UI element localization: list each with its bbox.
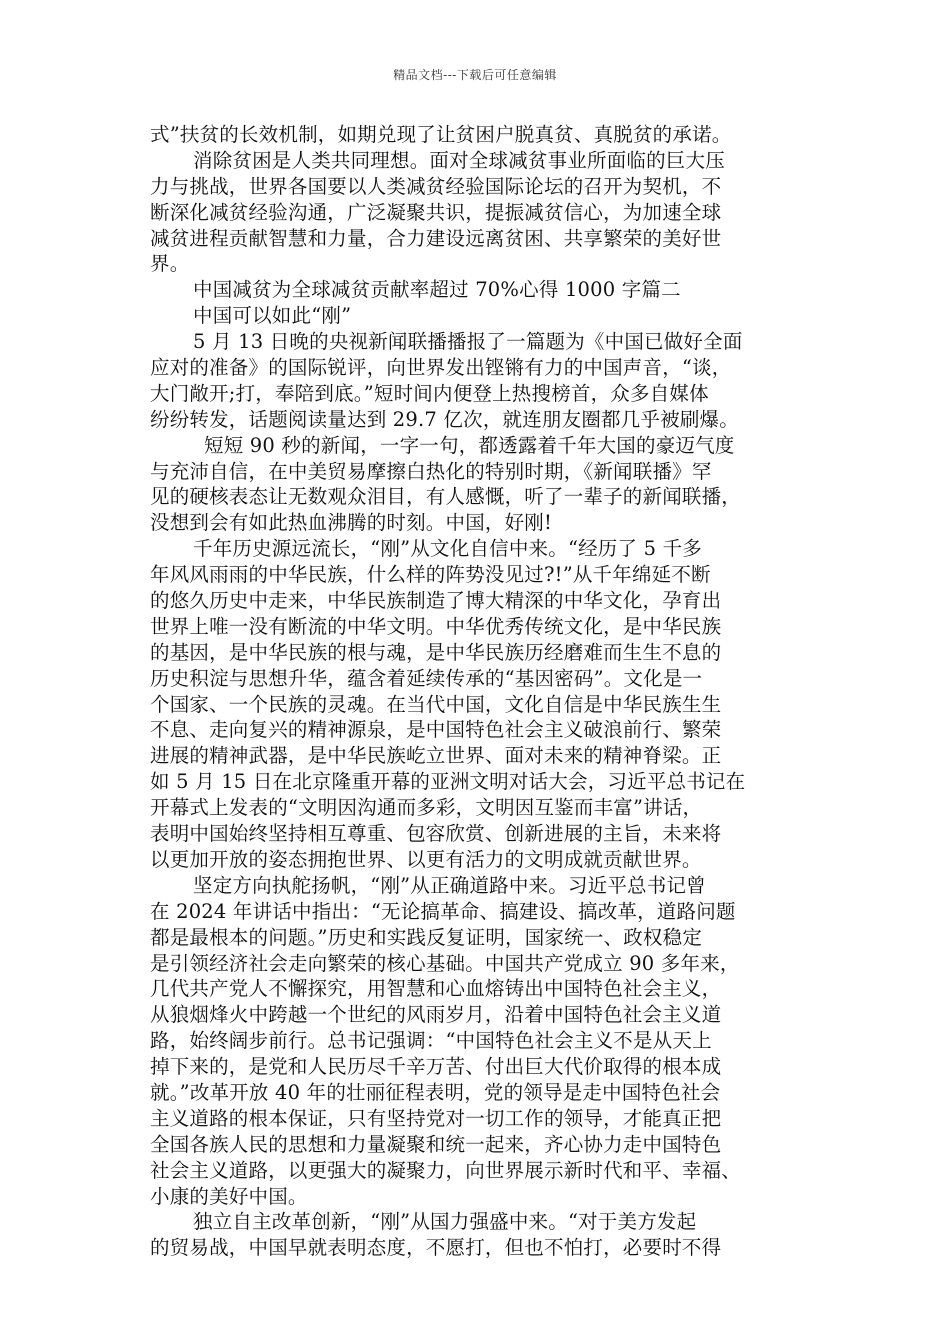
text-line: 大门敞开;打，奉陪到底。”短时间内便登上热搜榜首，众多自媒体 — [150, 381, 709, 405]
text-line: 不息、走向复兴的精神源泉，是中国特色社会主义破浪前行、繁荣 — [150, 718, 722, 742]
text-line: 5 月 13 日晚的央视新闻联播播报了一篇题为《中国已做好全面 — [193, 330, 743, 354]
text-line: 开幕式上发表的“文明因沟通而多彩，文明因互鉴而丰富”讲话， — [150, 796, 703, 820]
text-line: 式”扶贫的长效机制，如期兑现了让贫困户脱真贫、真脱贫的承诺。 — [150, 123, 732, 146]
text-line: 见的硬核表态让无数观众泪目，有人感慨，听了一辈子的新闻联播， — [150, 485, 742, 509]
text-line: 应对的准备》的国际锐评，向世界发出铿锵有力的中国声音，“谈， — [150, 356, 732, 380]
text-line: 没想到会有如此热血沸腾的时刻。中国，好刚! — [150, 511, 553, 535]
text-line: 在 2024 年讲话中指出：“无论搞革命、搞建设、搞改革，道路问题 — [150, 899, 736, 923]
text-line: 以更加开放的姿态拥抱世界、以更有活力的文明成就贡献世界。 — [150, 847, 702, 871]
text-line: 小康的美好中国。 — [150, 1184, 308, 1208]
text-line: 社会主义道路，以更强大的凝聚力，向世界展示新时代和平、幸福、 — [150, 1158, 742, 1182]
text-line: 历史积淀与思想升华，蕴含着延续传承的“基因密码”。文化是一 — [150, 666, 703, 690]
text-line: 都是最根本的问题。”历史和实践反复证明，国家统一、政权稳定 — [150, 925, 703, 949]
text-line: 的基因，是中华民族的根与魂，是中华民族历经磨难而生生不息的 — [150, 640, 722, 664]
text-line: 纷纷转发，话题阅读量达到 29.7 亿次，就连朋友圈都几乎被刷爆。 — [150, 407, 739, 431]
text-line: 表明中国始终坚持相互尊重、包容欣赏、创新进展的主旨，未来将 — [150, 822, 722, 846]
text-line: 消除贫困是人类共同理想。面对全球减贫事业所面临的巨大压 — [193, 148, 725, 172]
text-line: 中国可以如此“刚” — [193, 304, 352, 328]
text-line: 年风风雨雨的中华民族，什么样的阵势没见过?!”从千年绵延不断 — [150, 563, 711, 587]
text-line: 力与挑战，世界各国要以人类减贫经验国际论坛的召开为契机，不 — [150, 174, 722, 198]
text-line: 几代共产党人不懈探究，用智慧和心血熔铸出中国特色社会主义， — [150, 977, 722, 1001]
text-line: 独立自主改革创新，“刚”从国力强盛中来。“对于美方发起 — [193, 1210, 697, 1234]
text-line: 进展的精神武器，是中华民族屹立世界、面对未来的精神脊梁。正 — [150, 744, 722, 768]
text-line: 的悠久历史中走来，中华民族制造了博大精深的中华文化，孕育出 — [150, 589, 722, 613]
text-line: 掉下来的，是党和人民历尽千辛万苦、付出巨大代价取得的根本成 — [150, 1055, 722, 1079]
text-line: 是引领经济社会走向繁荣的核心基础。中国共产党成立 90 多年来， — [150, 951, 740, 975]
text-line: 坚定方向执舵扬帆，“刚”从正确道路中来。习近平总书记曾 — [193, 873, 706, 897]
text-line: 减贫进程贡献智慧和力量，合力建设远离贫困、共享繁荣的美好世 — [150, 226, 722, 250]
text-line: 断深化减贫经验沟通，广泛凝聚共识，提振减贫信心，为加速全球 — [150, 200, 722, 224]
text-line: 如 5 月 15 日在北京隆重开幕的亚洲文明对话大会，习近平总书记在 — [150, 770, 746, 794]
text-line: 千年历史源远流长，“刚”从文化自信中来。“经历了 5 千多 — [193, 537, 703, 561]
text-line: 从狼烟烽火中跨越一个世纪的风雨岁月，沿着中国特色社会主义道 — [150, 1003, 722, 1027]
document-body — [150, 122, 810, 1261]
text-line: 中国减贫为全球减贫贡献率超过 70%心得 1000 字篇二 — [193, 278, 681, 302]
text-line: 短短 90 秒的新闻，一字一句，都透露着千年大国的豪迈气度 — [204, 433, 735, 457]
text-line: 全国各族人民的思想和力量凝聚和统一起来，齐心协力走中国特色 — [150, 1132, 722, 1156]
text-line: 主义道路的根本保证，只有坚持党对一切工作的领导，才能真正把 — [150, 1106, 722, 1130]
text-line: 界。 — [150, 252, 190, 276]
text-line: 路，始终阔步前行。总书记强调：“中国特色社会主义不是从天上 — [150, 1029, 712, 1053]
text-line: 与充沛自信，在中美贸易摩擦白热化的特别时期，《新闻联播》罕 — [150, 459, 712, 483]
text-line: 就。”改革开放 40 年的壮丽征程表明，党的领导是走中国特色社会 — [150, 1080, 721, 1104]
text-line: 个国家、一个民族的灵魂。在当代中国，文化自信是中华民族生生 — [150, 692, 722, 716]
text-line: 的贸易战，中国早就表明态度，不愿打，但也不怕打，必要时不得 — [150, 1236, 722, 1260]
text-line: 世界上唯一没有断流的中华文明。中华优秀传统文化，是中华民族 — [150, 614, 722, 638]
page-header: 精品文档---下载后可任意编辑 — [393, 68, 557, 82]
